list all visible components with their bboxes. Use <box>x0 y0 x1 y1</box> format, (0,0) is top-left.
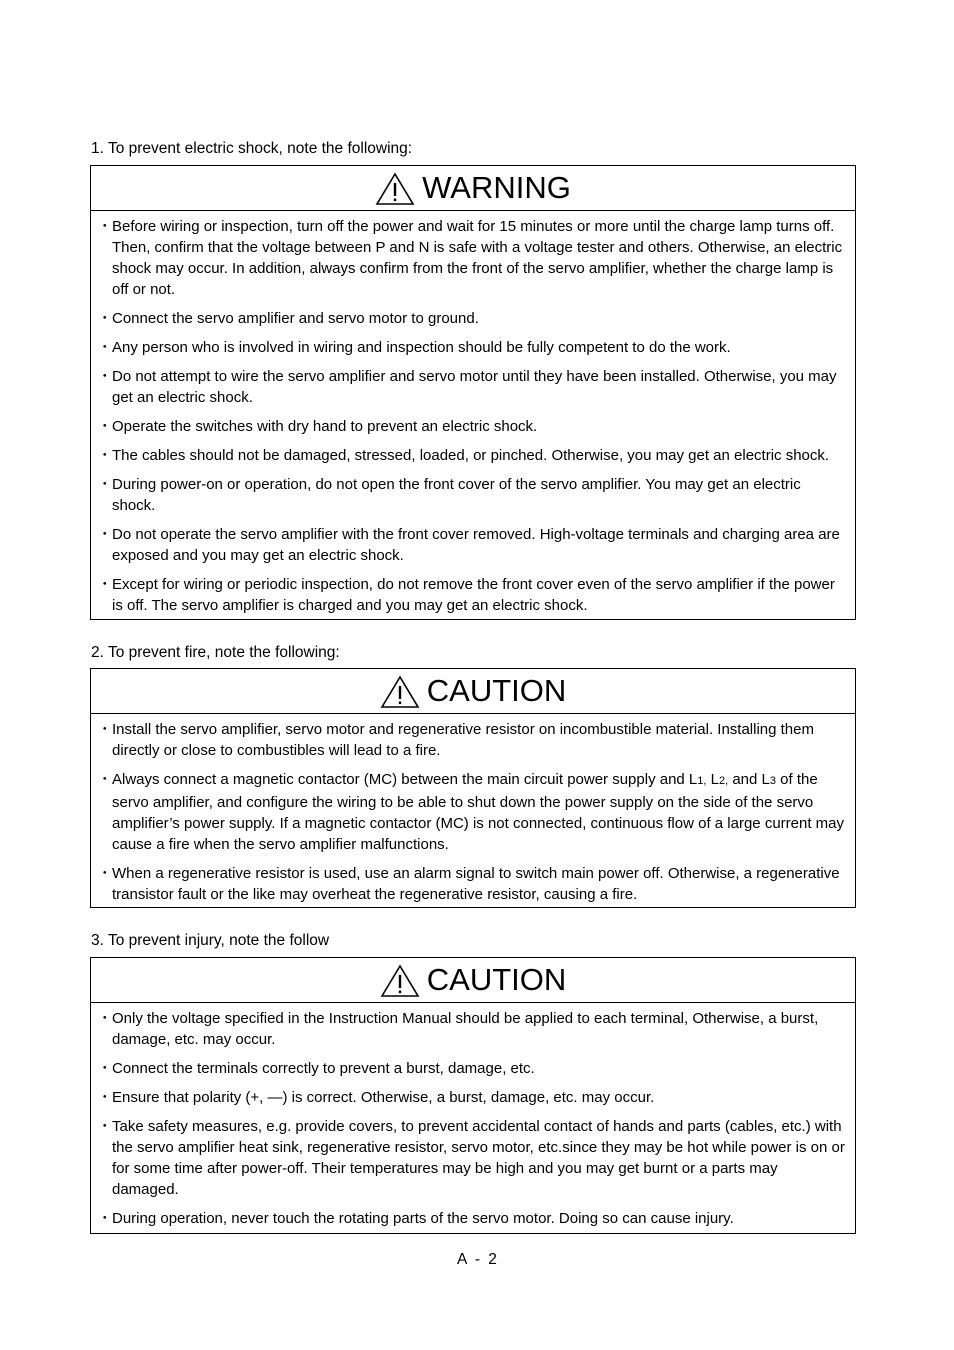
list-item: ･ Operate the switches with dry hand to prevent an electric shock. <box>101 418 538 435</box>
list-item: ･ Only the voltage specified in the Instruction Manual should be applied to each terminal, Otherwise, a burst, damage, etc. may occur. <box>101 1010 819 1048</box>
caution-header <box>91 669 855 714</box>
warning-triangle-icon <box>380 675 420 709</box>
list-item: ･ Take safety measures, e.g. provide covers, to prevent accidental contact of hands and parts (cables, etc.) with the servo amplifier heat sink, regenerative resistor, servo motor, etc.since they may be hot while power is on or for some time after power-off. Their temperatures may be high and you may get burnt or a parts may damaged. <box>101 1118 845 1198</box>
list-item: ･ Connect the servo amplifier and servo motor to ground. <box>101 310 479 327</box>
section-3-title: 3. To prevent injury, note the follow <box>91 932 330 949</box>
warning-header <box>91 166 855 211</box>
warning-box <box>90 165 856 620</box>
caution-label: CAUTION <box>426 962 567 997</box>
warning-triangle-icon <box>380 964 420 998</box>
page-number: A - 2 <box>457 1251 497 1268</box>
caution-label: CAUTION <box>426 673 567 708</box>
list-item: ･ The cables should not be damaged, stressed, loaded, or pinched. Otherwise, you may get an electric shock. <box>101 447 830 464</box>
list-item: ･ Connect the terminals correctly to prevent a burst, damage, etc. <box>101 1060 535 1077</box>
section-2-title: 2. To prevent fire, note the following: <box>91 644 340 661</box>
list-item: ･ Any person who is involved in wiring and inspection should be fully competent to do the work. <box>101 339 731 356</box>
warning-triangle-icon <box>375 172 415 206</box>
caution-box-injury <box>90 957 856 1234</box>
list-item: ･ Ensure that polarity (+, ―) is correct. Otherwise, a burst, damage, etc. may occur. <box>101 1089 655 1106</box>
list-item: ･ Do not operate the servo amplifier with the front cover removed. High-voltage terminals and charging area are exposed and you may get an electric shock. <box>101 526 840 564</box>
list-item: ･ During power-on or operation, do not open the front cover of the servo amplifier. You may get an electric shock. <box>101 476 801 514</box>
caution-header <box>91 958 855 1003</box>
list-item: ･ Always connect a magnetic contactor (MC) between the main circuit power supply and L1, L2, and L3 of the servo amplifier, and configure the wiring to be able to shut down the power supply on the side of the servo amplifier’s power supply. If a magnetic contactor (MC) is not connected, continuous flow of a large current may cause a fire when the servo amplifier malfunctions. <box>101 771 845 853</box>
list-item: ･ During operation, never touch the rotating parts of the servo motor. Doing so can cause injury. <box>101 1210 734 1227</box>
list-item: ･ Do not attempt to wire the servo amplifier and servo motor until they have been installed. Otherwise, you may get an electric shock. <box>101 368 837 406</box>
caution-items <box>91 1003 855 1229</box>
list-item: ･ Install the servo amplifier, servo motor and regenerative resistor on incombustible material. Installing them directly or close to combustibles will lead to a fire. <box>101 721 814 759</box>
caution-box-fire <box>90 668 856 908</box>
list-item: ･ Before wiring or inspection, turn off the power and wait for 15 minutes or more until the charge lamp turns off. Then, confirm that the voltage between P and N is safe with a voltage tester and others. Otherwise, an electric shock may occur. In addition, always confirm from the front of the servo amplifier, whether the charge lamp is off or not. <box>101 218 843 298</box>
warning-items <box>91 211 855 616</box>
section-1-title: 1. To prevent electric shock, note the following: <box>91 140 413 157</box>
list-item: ･ Except for wiring or periodic inspection, do not remove the front cover even of the servo amplifier if the power is off. The servo amplifier is charged and you may get an electric shock. <box>101 576 835 614</box>
caution-items <box>91 714 855 905</box>
list-item: ･ When a regenerative resistor is used, use an alarm signal to switch main power off. Otherwise, a regenerative transistor fault or the like may overheat the regenerative resistor, causing a fire. <box>101 865 840 903</box>
warning-label: WARNING <box>422 170 571 205</box>
